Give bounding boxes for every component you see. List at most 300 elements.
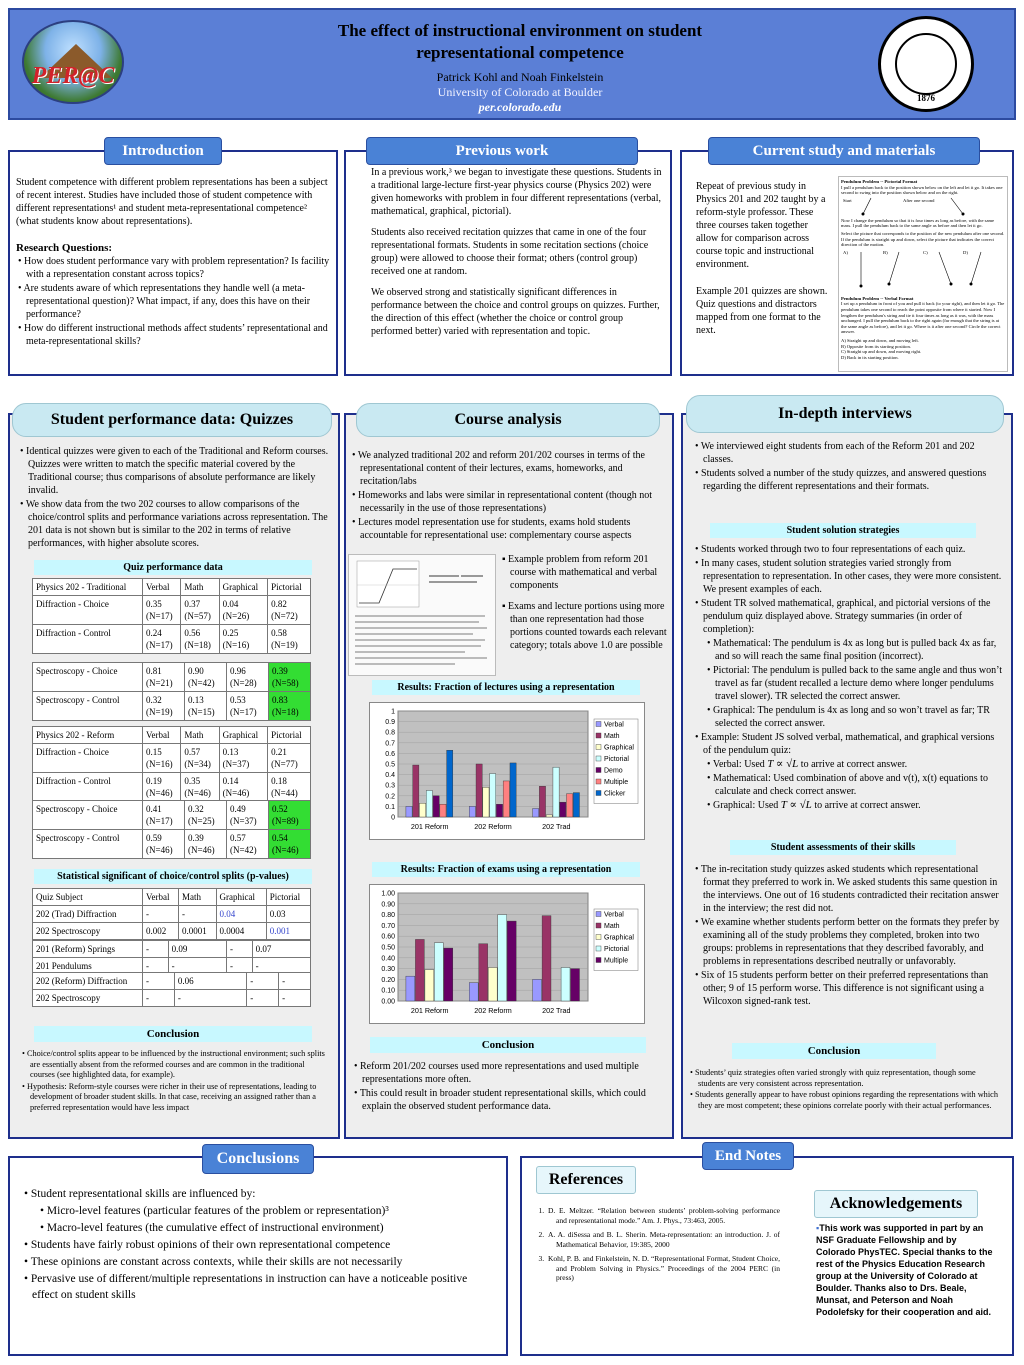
table-cell: - — [179, 906, 217, 923]
cell-value: 0.35 — [184, 776, 201, 786]
bar-demo-0 — [433, 796, 439, 817]
legend-swatch — [596, 768, 601, 773]
bullet-item: • Students solved a number of the study quizzes, and answered questions regarding the different representations and their formats. — [695, 468, 987, 492]
table-header-cell: Quiz Subject — [33, 889, 143, 906]
y-tick-label: 0.50 — [381, 944, 395, 952]
table-cell — [143, 744, 181, 773]
table-cell — [143, 830, 185, 859]
cell-n: (N=57) — [184, 611, 211, 621]
table-cell — [185, 801, 227, 830]
y-tick-label: 0.3 — [385, 782, 395, 790]
cell-value: 0.58 — [271, 628, 287, 638]
cell-n: (N=19) — [146, 707, 173, 717]
bar-clicker-1 — [510, 763, 516, 817]
legend-label: Multiple — [604, 957, 629, 965]
bar-multiple-1 — [503, 781, 509, 817]
table-cell — [185, 663, 227, 692]
reference-item: 2. A. A. diSessa and B. L. Sherin. Meta-representation: an introduction. J. of Mathematical Behavior, 19:385, 2000 — [546, 1230, 780, 1249]
cell-n: (N=17) — [146, 816, 173, 826]
previous-work-title: Previous work — [366, 137, 638, 165]
significance-table-201 — [32, 940, 311, 975]
cell-value: 0.83 — [272, 695, 288, 705]
y-tick-label: 0.00 — [381, 998, 395, 1006]
solution-strategies-text: • Students worked through two to four representations of each quiz. • In many cases, student solution strategies varied strongly from representation to representation. In other cases, they were more consistent. We present examples of each. • Student TR solved mathematical, graphical, and pictorial versions of the pendulum quiz displayed above. Strategy summaries (in order of completion): • Mathematical: The pendulum is 4x as long but is pulled back 4x as far, and so will reach the same final position (incorrect). • Pictorial: The pendulum is pulled back to the same angle and thus won’t travel as far (student recalled a lecture demo where longer pendulums travel slower). TR selected the correct answer. • Graphical: The pendulum is 4x as long and so won’t travel as far; TR selected the correct answer. • Example: Student JS solved verbal, mathematical, and graphical versions of the pendulum quiz: • Verbal: Used T ∝ √L to arrive at correct answer. • Mathematical: Used combination of above and v(t), x(t) equations to calculate and check correct answer. • Graphical: Used T ∝ √L to arrive at correct answer. — [693, 543, 1005, 813]
y-tick-label: 0.70 — [381, 922, 395, 930]
cell-n: (N=17) — [230, 707, 257, 717]
table-row — [33, 906, 311, 923]
table-cell: 0.0004 — [216, 923, 266, 940]
cell-n: (N=77) — [271, 759, 298, 769]
cell-n: (N=34) — [184, 759, 211, 769]
bar-pictorial-1 — [490, 774, 496, 817]
y-tick-label: 0.4 — [385, 772, 395, 780]
y-tick-label: 0.40 — [381, 955, 395, 963]
table-header-cell: Pictorial — [268, 727, 311, 744]
poster-header — [8, 8, 1016, 120]
legend-swatch — [596, 745, 601, 750]
table-cell: 0.09 — [168, 941, 226, 958]
legend-label: Graphical — [604, 744, 634, 752]
quizzes-conclusion-title: Conclusion — [34, 1026, 312, 1042]
bullet-item: • Hypothesis: Reform-style courses were richer in their use of representations, leading to development of broader student skills. In that case, receiving an assigned rather than a preferred representation would have less impact — [22, 1081, 317, 1112]
bar-multiple-1 — [507, 921, 516, 1001]
cell-value: 0.56 — [184, 628, 201, 638]
table-cell — [143, 801, 185, 830]
bar-multiple-0 — [440, 804, 446, 817]
website: per.colorado.edu — [478, 100, 562, 114]
table-row — [33, 923, 311, 940]
bar-verbal-0 — [406, 976, 415, 1001]
legend-swatch — [596, 912, 601, 917]
significance-table-202-reform — [32, 972, 311, 1007]
bullet-item: • Are students aware of which representations they handle well (a meta-representational question)? What impact, if any, does this have on their performance? — [18, 283, 311, 320]
exam-counting-note: Exams and lecture portions using more than one representation had those portions counted towards each relevant category; totals above 1.0 are possible — [508, 601, 667, 651]
y-tick-label: 0.2 — [385, 793, 395, 801]
legend-label: Demo — [604, 767, 623, 775]
table-header-cell: Math — [181, 727, 219, 744]
table-cell: - — [252, 958, 310, 975]
x-tick-label: 202 Trad — [542, 822, 571, 831]
bullet-item: • The in-recitation study quizzes asked students which representational format they preferred to work in. We asked students this same question in the interviews. One out of 16 students contradicted their recitation answer in the interview; the rest did not. — [695, 864, 999, 914]
table-cell — [181, 773, 219, 802]
cell-value: 0.82 — [271, 599, 287, 609]
bar-multiple-2 — [571, 969, 580, 1001]
bullet-item: • We show data from the two 202 courses to allow comparisons of the choice/control splits and performance variations across representation. The 201 data is not shown but is similar to the 202 in terms of relative performances, with higher absolute scores. — [20, 499, 328, 549]
significance-table — [32, 888, 311, 940]
introduction-title: Introduction — [104, 137, 222, 165]
x-tick-label: 202 Reform — [474, 822, 512, 831]
cell-value: 0.24 — [146, 628, 162, 638]
course-conclusion-text — [352, 1060, 668, 1114]
legend-label: Math — [604, 923, 620, 930]
y-tick-label: 0.6 — [385, 750, 395, 758]
legend-swatch — [596, 791, 601, 796]
table-cell: - — [143, 990, 175, 1007]
acknowledgements-title: Acknowledgements — [814, 1190, 978, 1218]
cell-n: (N=46) — [184, 788, 211, 798]
y-tick-label: 0.10 — [381, 987, 395, 995]
bar-verbal-2 — [533, 979, 542, 1001]
poster-title-line1: The effect of instructional environment on student — [337, 21, 703, 40]
verbal-option: A) Straight up and down, and moving left. — [841, 337, 919, 343]
table-header-cell: Graphical — [216, 889, 266, 906]
reference-item: 3. Kohl, P. B. and Finkelstein, N. D. “Representational Format, Student Choice, and Problem Solving in Physics.” Proceedings of the 2004 PERC (in press) — [546, 1254, 780, 1283]
table-header-cell: Math — [181, 579, 219, 596]
lectures-chart-title: Results: Fraction of lectures using a representation — [372, 680, 640, 695]
self-assessment-text — [693, 863, 1005, 1009]
interviews-conclusion-text — [688, 1068, 1004, 1112]
table-cell — [227, 663, 269, 692]
row-label: Spectroscopy - Control — [33, 830, 143, 859]
cell-n: (N=19) — [271, 640, 298, 650]
y-tick-label: 0.7 — [385, 740, 395, 748]
table-cell — [268, 744, 311, 773]
intro-paragraph: Student competence with different problem representations has been a subject of recent interest. Studies have included those of student competence with different representations¹ and student meta-representational competence² (what students know about representations). — [16, 177, 328, 227]
cell-value: 0.32 — [188, 804, 204, 814]
table-cell — [185, 830, 227, 859]
cell-n: (N=25) — [188, 816, 215, 826]
table-row — [33, 744, 311, 773]
cell-value: 0.14 — [222, 776, 239, 786]
cell-n: (N=21) — [146, 678, 173, 688]
legend-label: Pictorial — [604, 756, 629, 763]
table-cell: 0.002 — [143, 923, 179, 940]
cell-value: 0.35 — [146, 599, 162, 609]
y-tick-label: 0.8 — [385, 729, 395, 737]
conclusions-title: Conclusions — [202, 1144, 314, 1174]
example-problem-figure — [348, 554, 496, 676]
bar-verbal-2 — [533, 809, 539, 817]
legend-label: Math — [604, 733, 620, 740]
conclusion-item: • Micro-level features (particular features of the problem or representation)³ — [40, 1205, 389, 1217]
bar-math-0 — [415, 939, 424, 1001]
conclusion-item: • Macro-level features (the cumulative effect of instructional environment) — [40, 1222, 384, 1234]
table-row — [33, 801, 311, 830]
table-cell — [268, 596, 311, 625]
y-tick-label: 0.60 — [381, 933, 395, 941]
bullet-item: • Students’ quiz strategies often varied strongly with quiz representation, though some students are very consistent across representation. — [690, 1068, 976, 1088]
cell-value: 0.21 — [271, 747, 287, 757]
y-tick-label: 1 — [391, 708, 395, 716]
table-cell: - — [143, 941, 169, 958]
cell-n: (N=42) — [230, 845, 257, 855]
bullet-item: • We interviewed eight students from each of the Reform 201 and 202 classes. — [695, 441, 975, 465]
bar-verbal-1 — [469, 983, 478, 1001]
bullet-item: • We examine whether students perform better on the formats they prefer by examining all of the study problems they completed, broken into two groups: problems in representations that they described favorably, and problems in representations described neutrally or unfavorably. — [695, 917, 1000, 967]
bullet-item: • We analyzed traditional 202 and reform 201/202 courses in terms of the representational content of their lectures, exams, homeworks, and recitation/labs — [352, 450, 645, 487]
y-tick-label: 1.00 — [381, 890, 395, 898]
table-cell: 0.06 — [174, 973, 246, 990]
table-row — [33, 773, 311, 802]
table-row — [33, 692, 311, 721]
table-cell — [181, 744, 219, 773]
cell-value: 0.57 — [230, 833, 246, 843]
bar-demo-1 — [496, 804, 502, 817]
poster-title-line2: representational competence — [416, 43, 624, 62]
x-tick-label: 202 Trad — [542, 1006, 571, 1015]
cell-n: (N=46) — [188, 845, 215, 855]
bar-multiple-0 — [444, 948, 453, 1001]
cell-n: (N=44) — [271, 788, 298, 798]
cell-n: (N=37) — [222, 759, 250, 769]
row-label: Diffraction - Control — [33, 773, 143, 802]
row-label: 202 Spectroscopy — [33, 990, 143, 1007]
bar-clicker-0 — [447, 750, 453, 817]
current-paragraph-2: Example 201 quizzes are shown. Quiz questions and distractors mapped from one format to the next. — [696, 286, 828, 336]
table-row — [33, 973, 311, 990]
row-label: Diffraction - Control — [33, 625, 143, 654]
bar-graphical-1 — [488, 968, 497, 1001]
legend-label: Multiple — [604, 779, 629, 786]
cell-value: 0.15 — [146, 747, 162, 757]
y-tick-label: 0.90 — [381, 901, 395, 909]
self-assessment-title: Student assessments of their skills — [730, 840, 956, 855]
cell-value: 0.19 — [146, 776, 162, 786]
table-cell: - — [247, 973, 279, 990]
cell-value: 0.57 — [184, 747, 201, 757]
table-header-cell: Verbal — [143, 889, 179, 906]
table-cell — [143, 596, 181, 625]
formula: T ∝ √L — [780, 799, 812, 811]
interviews-intro — [693, 440, 1005, 494]
bullet-item: • Reform 201/202 courses used more representations and used multiple representations more often. — [354, 1061, 639, 1085]
table-row — [33, 941, 311, 958]
authors: Patrick Kohl and Noah Finkelstein — [436, 70, 604, 84]
legend-label: Pictorial — [604, 946, 629, 953]
y-tick-label: 0.1 — [385, 803, 395, 811]
y-tick-label: 0.9 — [385, 719, 395, 727]
cell-n: (N=26) — [222, 611, 250, 621]
cell-n: (N=16) — [146, 759, 173, 769]
bar-pictorial-0 — [426, 791, 432, 818]
table-header-cell: Pictorial — [266, 889, 310, 906]
table-cell — [227, 830, 269, 859]
strategy-item: • Mathematical: The pendulum is 4x as long but is pulled back 4x as far, and so will reach the same final position (incorrect). — [707, 638, 997, 662]
table-cell: - — [143, 958, 169, 975]
cell-n: (N=15) — [188, 707, 215, 717]
bullet-item: • Homeworks and labs were similar in representational content (though not necessarily in the use of those representations) — [352, 490, 653, 514]
table-row — [33, 830, 311, 859]
bullet-item: • Choice/control splits appear to be influenced by the instructional environment; such splits are essentially absent from the reformed courses and are common in the traditional courses (see highlighted data, for example). — [22, 1049, 325, 1079]
legend-swatch — [596, 935, 601, 940]
legend-swatch — [596, 946, 601, 951]
table-row — [33, 596, 311, 625]
cell-n: (N=16) — [222, 640, 250, 650]
table-row — [33, 663, 311, 692]
cell-n: (N=46) — [146, 788, 173, 798]
quizzes-text — [18, 445, 334, 551]
cell-value: 0.13 — [188, 695, 204, 705]
table-header-cell: Math — [179, 889, 217, 906]
legend-swatch — [596, 756, 601, 761]
bar-math-1 — [479, 944, 488, 1001]
research-questions-heading: Research Questions: — [16, 242, 113, 254]
bar-pictorial-1 — [498, 915, 507, 1001]
table-cell — [269, 663, 311, 692]
quiz-table-reform-spectroscopy — [32, 800, 311, 859]
cell-value: 0.81 — [146, 666, 162, 676]
table-cell — [143, 625, 181, 654]
table-cell: - — [279, 990, 311, 1007]
table-cell: - — [279, 973, 311, 990]
table-header-cell: Physics 202 - Traditional — [33, 579, 143, 596]
course-conclusion-title: Conclusion — [370, 1037, 646, 1053]
table-cell — [185, 692, 227, 721]
table-header-cell: Verbal — [143, 727, 181, 744]
cell-n: (N=17) — [146, 611, 173, 621]
end-notes-title: End Notes — [702, 1142, 794, 1170]
cell-value: 0.32 — [146, 695, 162, 705]
table-cell: - — [168, 958, 226, 975]
verbal-option: D) Back in its starting position. — [841, 354, 899, 360]
cell-n: (N=28) — [230, 678, 257, 688]
references-list — [534, 1206, 780, 1288]
row-label: Spectroscopy - Choice — [33, 801, 143, 830]
y-tick-label: 0 — [391, 814, 395, 822]
bar-math-1 — [476, 764, 482, 817]
bar-graphical-0 — [425, 970, 434, 1001]
bar-verbal-1 — [469, 806, 475, 817]
table-cell — [181, 596, 219, 625]
bullet-item: • Identical quizzes were given to each of the Traditional and Reform courses. Quizzes were written to match the specific material covered by the Traditional course; thus comparisons of absolute performance are likely invalid. — [20, 446, 329, 496]
table-header-row — [33, 579, 311, 596]
previous-work-text — [371, 166, 665, 346]
table-cell: 0.04 — [216, 906, 266, 923]
acknowledgements-text: ▪This work was supported in part by an NSF Graduate Fellowship and by Colorado PhysTEC. Special thanks to the rest of the Physics Education Research group at the University of Colorado at Boulder. Thanks also to Drs. Beale, Munsat, and Peterson and Noah Podolefsky for their cooperation and aid. — [816, 1223, 993, 1317]
cell-n: (N=37) — [230, 816, 257, 826]
bar-pictorial-2 — [561, 968, 570, 1001]
prev-paragraph-2: Students also received recitation quizzes that came in one of the four representational formats. Students in some recitation sections (choice group) were allowed to choose their format; others (control group) received one at random. — [371, 227, 649, 277]
cell-n: (N=17) — [146, 640, 173, 650]
x-tick-label: 201 Reform — [410, 822, 449, 831]
table-header-row — [33, 889, 311, 906]
x-tick-label: 201 Reform — [410, 1006, 449, 1015]
cell-n: (N=46) — [272, 845, 299, 855]
cell-value: 0.39 — [188, 833, 204, 843]
bar-demo-2 — [560, 802, 566, 817]
bullet-item: • Lectures model representation use for students, exams hold students accountable for representational use: complementary course aspects — [352, 517, 632, 541]
table-cell — [227, 801, 269, 830]
cell-value: 0.49 — [230, 804, 246, 814]
exams-bar-chart — [369, 884, 645, 1024]
table-cell: - — [143, 973, 175, 990]
cell-value: 0.59 — [146, 833, 162, 843]
table-cell — [143, 663, 185, 692]
table-cell: 0.0001 — [179, 923, 217, 940]
strategy-item: • Student TR solved mathematical, graphical, and pictorial versions of the pendulum quiz displayed above. Strategy summaries (in order of completion): — [695, 598, 991, 635]
table-cell — [143, 692, 185, 721]
row-label: 201 (Reform) Springs — [33, 941, 143, 958]
table-cell — [268, 625, 311, 654]
quiz-table-traditional — [32, 578, 311, 654]
conclusions-text — [22, 1186, 496, 1304]
y-tick-label: 0.5 — [385, 761, 395, 769]
legend-label: Verbal — [604, 721, 624, 729]
row-label: Diffraction - Choice — [33, 744, 143, 773]
solution-strategies-title: Student solution strategies — [710, 523, 976, 538]
table-cell — [143, 773, 181, 802]
table-cell — [269, 830, 311, 859]
table-header-row — [33, 727, 311, 744]
cell-n: (N=46) — [146, 845, 173, 855]
table-cell — [268, 773, 311, 802]
row-label: 202 (Reform) Diffraction — [33, 973, 143, 990]
course-side-notes: ▪ Example problem from reform 201 course with mathematical and verbal components ▪ Exams and lecture portions using more than one representation had those portions counted towards each relevant category; totals above 1.0 are possible — [502, 554, 667, 651]
cell-value: 0.18 — [271, 776, 287, 786]
strategy-item: • Pictorial: The pendulum is pulled back to the same angle and thus won’t travel as far (student recalled a lecture demo where longer pendulums travel slower). TR selected the correct answer. — [707, 665, 1003, 702]
formula: T ∝ √L — [767, 758, 799, 770]
course-analysis-text — [350, 449, 668, 543]
bullet-item: • How does student performance vary with problem representation? Is facility with a representation constant across topics? — [18, 256, 330, 280]
table-cell: - — [174, 990, 246, 1007]
cell-value: 0.37 — [184, 599, 201, 609]
cell-value: 0.39 — [272, 666, 288, 676]
conclusion-item: • Students have fairly robust opinions of their own representational competence — [24, 1239, 391, 1251]
prev-paragraph-1: In a previous work,³ we began to investigate these questions. Students in a traditional large-lecture first-year physics course (Physics 202) were given homeworks with problem in four different representations (verbal, mathematical, graphical, pictorial). — [371, 167, 662, 217]
bullet-item: • How do different instructional methods affect students’ representational and meta-representational skills? — [18, 323, 328, 347]
table-cell — [219, 625, 268, 654]
y-tick-label: 0.20 — [381, 976, 395, 984]
bar-multiple-2 — [567, 794, 573, 817]
row-label: 202 Spectroscopy — [33, 923, 143, 940]
table-cell — [181, 625, 219, 654]
y-tick-label: 0.30 — [381, 966, 395, 974]
legend-swatch — [596, 722, 601, 727]
row-label: 202 (Trad) Diffraction — [33, 906, 143, 923]
cell-n: (N=42) — [188, 678, 215, 688]
row-label: Diffraction - Choice — [33, 596, 143, 625]
legend-label: Verbal — [604, 911, 624, 919]
legend-swatch — [596, 923, 601, 928]
table-cell — [269, 801, 311, 830]
table-cell: - — [226, 941, 252, 958]
interviews-conclusion-title: Conclusion — [732, 1043, 936, 1059]
table-cell: 0.001 — [266, 923, 310, 940]
table-header-cell: Graphical — [219, 727, 268, 744]
university-seal: 1876 — [878, 16, 974, 112]
cell-value: 0.90 — [188, 666, 204, 676]
cell-n: (N=58) — [272, 678, 299, 688]
table-row — [33, 625, 311, 654]
bar-graphical-0 — [419, 803, 425, 817]
strategy-item: • Students worked through two to four representations of each quiz. — [695, 544, 966, 555]
bar-verbal-0 — [406, 806, 412, 817]
bar-math-2 — [542, 916, 551, 1001]
conclusion-item: • These opinions are constant across contexts, while their skills are not necessarily — [24, 1256, 403, 1268]
cell-value: 0.04 — [222, 599, 239, 609]
strategy-item: • Graphical: The pendulum is 4x as long and so won’t travel as far; TR selected the correct answer. — [707, 705, 990, 729]
table-header-cell: Verbal — [143, 579, 181, 596]
research-questions-list — [16, 255, 332, 348]
table-cell: - — [226, 958, 252, 975]
perac-logo: PER@C — [22, 20, 124, 104]
cell-value: 0.96 — [230, 666, 246, 676]
table-cell — [219, 596, 268, 625]
table-header-cell: Physics 202 - Reform — [33, 727, 143, 744]
affiliation: University of Colorado at Boulder — [437, 85, 603, 99]
significance-table-title: Statistical significant of choice/control splits (p-values) — [34, 869, 312, 884]
cell-n: (N=46) — [222, 788, 250, 798]
course-analysis-title: Course analysis — [356, 403, 660, 437]
legend-swatch — [596, 958, 601, 963]
strategy-item: • Example: Student JS solved verbal, mathematical, and graphical versions of the pendulum quiz: — [695, 732, 995, 756]
strategy-item: • In many cases, student solution strategies varied strongly from representation to representation. In other cases, they were more consistent. We present examples of each. — [695, 558, 1002, 595]
bar-pictorial-0 — [434, 943, 443, 1001]
bullet-item: • Six of 15 students perform better on their preferred representations than other; 9 of 15 perform worse. This difference is not significant using a Wilcoxon signed-rank test. — [695, 970, 989, 1007]
reference-item: 1. D. E. Meltzer. “Relation between students’ problem-solving performance and representational mode.” Am. J. Phys., 73:463, 2005. — [546, 1206, 780, 1225]
x-tick-label: 202 Reform — [474, 1006, 512, 1015]
conclusion-item: • Student representational skills are influenced by: — [24, 1188, 256, 1200]
